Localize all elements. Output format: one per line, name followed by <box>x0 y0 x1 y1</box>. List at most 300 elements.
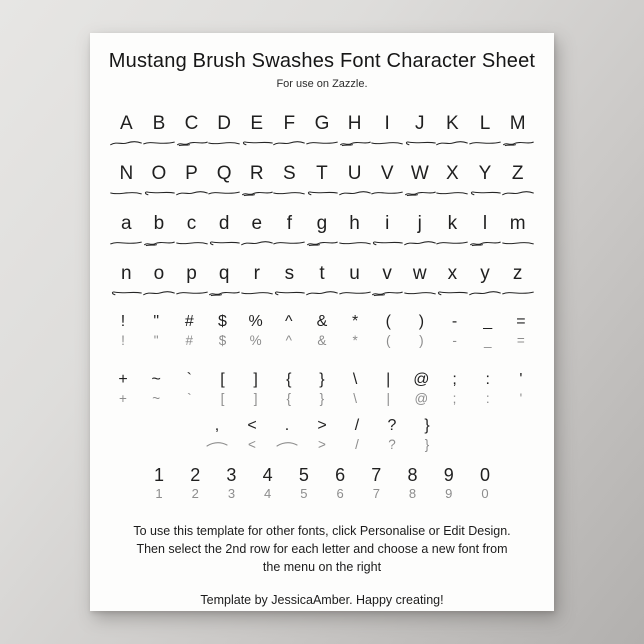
reference-glyph: X <box>446 163 459 184</box>
reference-glyph: p <box>186 263 197 284</box>
brush-font-glyph: ( <box>386 333 391 348</box>
reference-glyph: < <box>247 417 257 434</box>
glyph-cell <box>338 112 371 150</box>
reference-glyph: } <box>424 417 430 434</box>
glyph-cell <box>403 262 436 300</box>
glyph-cell <box>273 262 306 300</box>
swash-stroke-icon <box>142 286 176 300</box>
swash-stroke-icon <box>370 286 404 300</box>
reference-glyph: 5 <box>298 465 309 485</box>
glyph-cell <box>243 312 269 350</box>
glyph-cell <box>501 112 534 150</box>
reference-glyph: G <box>314 113 330 134</box>
swash-stroke-icon <box>109 286 143 300</box>
reference-glyph: * <box>351 313 359 330</box>
brush-font-glyph: ^ <box>285 333 292 348</box>
glyph-cell <box>306 212 339 250</box>
swash-stroke-icon <box>207 286 241 300</box>
swash-stroke-icon <box>109 136 143 150</box>
brush-font-glyph: + <box>119 391 127 406</box>
swash-stroke-icon <box>142 236 176 250</box>
swash-stroke-icon <box>305 136 339 150</box>
swash-stroke-icon <box>240 136 274 150</box>
reference-glyph: # <box>184 313 194 330</box>
brush-font-glyph: | <box>386 391 390 406</box>
swash-stroke-icon <box>205 436 229 450</box>
brush-font-glyph: _ <box>483 333 492 348</box>
glyph-cell <box>363 464 389 502</box>
instruction-line: To use this template for other fonts, click Personalise or Edit Design. <box>133 524 511 538</box>
glyph-cell <box>475 370 501 408</box>
reference-glyph: B <box>152 113 166 134</box>
glyph-cell <box>442 312 468 350</box>
brush-font-glyph: ! <box>121 333 125 348</box>
glyph-cell <box>175 112 208 150</box>
glyph-row-5 <box>110 312 534 350</box>
brush-font-glyph: ] <box>253 391 258 406</box>
glyph-cell <box>309 370 335 408</box>
brush-font-glyph: 4 <box>264 486 272 501</box>
swash-stroke-icon <box>142 186 176 200</box>
glyph-cell <box>371 262 404 300</box>
swash-stroke-icon <box>142 136 176 150</box>
glyph-row-2 <box>110 162 534 200</box>
brush-font-glyph: 1 <box>155 486 163 501</box>
swash-stroke-icon <box>338 186 372 200</box>
reference-glyph: C <box>184 113 199 134</box>
reference-glyph: 9 <box>443 465 454 485</box>
glyph-cell <box>475 312 501 350</box>
glyph-cell <box>176 370 202 408</box>
glyph-cell <box>176 312 202 350</box>
glyph-cell <box>306 112 339 150</box>
reference-glyph: & <box>316 313 328 330</box>
swash-stroke-icon <box>468 286 502 300</box>
swash-stroke-icon <box>338 136 372 150</box>
poster-subtitle: For use on Zazzle. <box>276 78 368 90</box>
reference-glyph: S <box>283 163 296 184</box>
reference-glyph: g <box>316 213 328 234</box>
reference-glyph: 1 <box>153 465 164 485</box>
swash-stroke-icon <box>370 236 404 250</box>
glyph-cell <box>143 162 176 200</box>
brush-font-glyph: ) <box>419 333 424 348</box>
reference-glyph: } <box>319 371 325 388</box>
brush-font-glyph: [ <box>220 391 225 406</box>
reference-glyph: l <box>482 213 488 234</box>
glyph-cell <box>306 162 339 200</box>
reference-glyph: Y <box>478 163 492 184</box>
glyph-cell <box>175 212 208 250</box>
reference-glyph: 4 <box>262 465 273 485</box>
glyph-cell <box>344 416 370 454</box>
glyph-cell <box>400 464 426 502</box>
reference-glyph: + <box>118 371 128 388</box>
reference-glyph: v <box>382 263 392 284</box>
brush-font-glyph: 9 <box>445 486 453 501</box>
swash-stroke-icon <box>272 136 306 150</box>
glyph-row-6 <box>110 370 534 408</box>
brush-font-glyph: - <box>452 333 457 348</box>
glyph-cell <box>375 312 401 350</box>
reference-glyph: _ <box>483 313 493 330</box>
glyph-cell <box>209 312 235 350</box>
reference-glyph: t <box>319 263 325 284</box>
reference-glyph: W <box>410 163 429 184</box>
brush-font-glyph: / <box>355 437 359 452</box>
reference-glyph: z <box>512 263 523 284</box>
reference-glyph: b <box>153 213 165 234</box>
glyph-cell <box>273 162 306 200</box>
reference-glyph: > <box>317 417 327 434</box>
reference-glyph: D <box>217 113 231 134</box>
swash-stroke-icon <box>207 236 241 250</box>
swash-stroke-icon <box>435 136 469 150</box>
reference-glyph: - <box>451 313 458 330</box>
glyph-cell <box>472 464 498 502</box>
reference-glyph: L <box>479 113 491 134</box>
glyph-cell <box>501 162 534 200</box>
swash-stroke-icon <box>370 186 404 200</box>
reference-glyph: { <box>286 371 292 388</box>
swash-stroke-icon <box>370 136 404 150</box>
brush-font-glyph: } <box>319 391 325 406</box>
reference-glyph: P <box>185 163 198 184</box>
glyph-cell <box>273 212 306 250</box>
reference-glyph: O <box>151 163 167 184</box>
glyph-cell <box>309 416 335 454</box>
reference-glyph: = <box>516 313 526 330</box>
swash-stroke-icon <box>207 186 241 200</box>
glyph-cell <box>414 416 440 454</box>
reference-glyph: % <box>248 313 263 330</box>
swash-stroke-icon <box>468 236 502 250</box>
brush-font-glyph: ? <box>388 437 396 452</box>
reference-glyph: E <box>250 113 264 134</box>
glyph-cell <box>371 112 404 150</box>
reference-glyph: M <box>509 113 526 134</box>
glyph-row-8 <box>146 464 498 502</box>
swash-stroke-icon <box>272 186 306 200</box>
brush-font-glyph: 5 <box>300 486 308 501</box>
reference-glyph: ; <box>452 371 457 388</box>
glyph-cell <box>208 212 241 250</box>
glyph-cell <box>110 212 143 250</box>
swash-stroke-icon <box>109 186 143 200</box>
brush-font-glyph: > <box>318 437 326 452</box>
reference-glyph: \ <box>352 371 358 388</box>
glyph-cell <box>291 464 317 502</box>
glyph-cell <box>110 162 143 200</box>
usage-instructions <box>133 522 510 576</box>
glyph-cell <box>436 262 469 300</box>
instruction-line: the menu on the right <box>262 560 382 574</box>
glyph-cell <box>143 212 176 250</box>
glyph-row-7 <box>204 416 440 454</box>
glyph-cell <box>204 416 230 454</box>
swash-stroke-icon <box>240 186 274 200</box>
swash-stroke-icon <box>501 286 535 300</box>
reference-glyph: 6 <box>335 465 346 485</box>
reference-glyph: . <box>284 417 290 434</box>
reference-glyph: w <box>412 263 427 284</box>
reference-glyph: ` <box>186 371 192 388</box>
reference-glyph: J <box>415 113 425 134</box>
reference-glyph: @ <box>413 371 430 388</box>
glyph-cell <box>469 262 502 300</box>
swash-stroke-icon <box>501 236 535 250</box>
reference-glyph: h <box>349 213 360 234</box>
swash-stroke-icon <box>403 286 437 300</box>
reference-glyph: u <box>349 263 360 284</box>
swash-stroke-icon <box>305 286 339 300</box>
reference-glyph: f <box>286 213 292 234</box>
reference-glyph: U <box>347 163 362 184</box>
glyph-grid <box>110 112 534 502</box>
brush-font-glyph: \ <box>353 391 357 406</box>
glyph-cell <box>436 162 469 200</box>
swash-stroke-icon <box>109 236 143 250</box>
glyph-cell <box>469 162 502 200</box>
reference-glyph: e <box>251 213 263 234</box>
reference-glyph: m <box>509 213 526 234</box>
glyph-row-1 <box>110 112 534 150</box>
reference-glyph: ] <box>253 371 258 388</box>
brush-font-glyph: ~ <box>152 391 161 406</box>
reference-glyph: I <box>384 113 390 134</box>
glyph-cell <box>274 416 300 454</box>
glyph-cell <box>403 212 436 250</box>
glyph-cell <box>408 370 434 408</box>
glyph-cell <box>469 112 502 150</box>
glyph-cell <box>309 312 335 350</box>
glyph-cell <box>276 312 302 350</box>
swash-stroke-icon <box>403 186 437 200</box>
glyph-cell <box>306 262 339 300</box>
swash-stroke-icon <box>305 236 339 250</box>
reference-glyph: K <box>446 113 459 134</box>
reference-glyph: y <box>480 263 490 284</box>
reference-glyph: V <box>380 163 394 184</box>
glyph-cell <box>239 416 265 454</box>
glyph-cell <box>371 162 404 200</box>
instruction-line: Then select the 2nd row for each letter and choose a new font from <box>136 542 508 556</box>
glyph-cell <box>338 212 371 250</box>
glyph-cell <box>182 464 208 502</box>
brush-font-glyph: " <box>153 333 159 348</box>
glyph-cell <box>338 162 371 200</box>
glyph-cell <box>110 112 143 150</box>
reference-glyph: [ <box>220 371 225 388</box>
glyph-cell <box>110 370 136 408</box>
glyph-cell <box>240 112 273 150</box>
reference-glyph: 7 <box>371 465 382 485</box>
reference-glyph: c <box>186 213 197 234</box>
swash-stroke-icon <box>275 436 299 450</box>
swash-stroke-icon <box>175 136 209 150</box>
swash-stroke-icon <box>175 236 209 250</box>
swash-stroke-icon <box>501 136 535 150</box>
swash-stroke-icon <box>272 236 306 250</box>
reference-glyph: d <box>218 213 230 234</box>
glyph-cell <box>338 262 371 300</box>
reference-glyph: o <box>153 263 165 284</box>
swash-stroke-icon <box>501 186 535 200</box>
brush-font-glyph: ; <box>452 391 457 406</box>
reference-glyph: T <box>316 163 328 184</box>
glyph-cell <box>403 162 436 200</box>
reference-glyph: , <box>214 417 220 434</box>
glyph-cell <box>371 212 404 250</box>
glyph-cell <box>218 464 244 502</box>
brush-font-glyph: # <box>185 333 194 348</box>
reference-glyph: $ <box>218 313 227 330</box>
brush-font-glyph: 0 <box>481 486 489 501</box>
brush-font-glyph: ` <box>187 391 192 406</box>
glyph-cell <box>379 416 405 454</box>
swash-stroke-icon <box>305 186 339 200</box>
swash-stroke-icon <box>240 286 274 300</box>
swash-stroke-icon <box>435 186 469 200</box>
swash-stroke-icon <box>207 136 241 150</box>
brush-font-glyph: % <box>249 333 262 348</box>
swash-stroke-icon <box>435 286 469 300</box>
glyph-cell <box>240 262 273 300</box>
glyph-cell <box>276 370 302 408</box>
glyph-cell <box>143 312 169 350</box>
glyph-cell <box>146 464 172 502</box>
glyph-cell <box>143 112 176 150</box>
swash-stroke-icon <box>435 236 469 250</box>
glyph-cell <box>240 212 273 250</box>
reference-glyph: N <box>119 163 134 184</box>
template-credit: Template by JessicaAmber. Happy creating! <box>200 593 444 607</box>
glyph-cell <box>327 464 353 502</box>
swash-stroke-icon <box>403 136 437 150</box>
brush-font-glyph: @ <box>414 391 429 406</box>
reference-glyph: : <box>485 371 490 388</box>
glyph-cell <box>208 112 241 150</box>
reference-glyph: n <box>121 263 132 284</box>
reference-glyph: ) <box>418 313 425 330</box>
reference-glyph: ? <box>387 417 397 434</box>
reference-glyph: i <box>385 213 390 234</box>
reference-glyph: 8 <box>407 465 418 485</box>
brush-font-glyph: & <box>317 333 327 348</box>
glyph-cell <box>436 212 469 250</box>
glyph-cell <box>243 370 269 408</box>
reference-glyph: Z <box>511 163 524 184</box>
poster-title: Mustang Brush Swashes Font Character Sheet <box>108 50 536 72</box>
glyph-cell <box>403 112 436 150</box>
glyph-cell <box>175 162 208 200</box>
brush-font-glyph: 8 <box>408 486 417 501</box>
reference-glyph: k <box>447 213 458 234</box>
brush-font-glyph: { <box>286 391 292 406</box>
brush-font-glyph: = <box>516 333 525 348</box>
reference-glyph: j <box>417 213 422 234</box>
glyph-cell <box>469 212 502 250</box>
glyph-cell <box>208 262 241 300</box>
glyph-cell <box>342 312 368 350</box>
swash-stroke-icon <box>175 286 209 300</box>
reference-glyph: " <box>153 313 159 330</box>
reference-glyph: Q <box>216 163 232 184</box>
brush-font-glyph: } <box>424 437 430 452</box>
glyph-cell <box>375 370 401 408</box>
glyph-cell <box>143 262 176 300</box>
glyph-cell <box>436 464 462 502</box>
reference-glyph: ' <box>519 371 523 388</box>
glyph-cell <box>501 212 534 250</box>
reference-glyph: ~ <box>151 371 161 388</box>
reference-glyph: 0 <box>479 465 490 485</box>
reference-glyph: H <box>347 113 362 134</box>
brush-font-glyph: < <box>248 437 256 452</box>
reference-glyph: ! <box>120 313 126 330</box>
glyph-cell <box>442 370 468 408</box>
glyph-cell <box>240 162 273 200</box>
glyph-cell <box>408 312 434 350</box>
reference-glyph: | <box>386 371 391 388</box>
brush-font-glyph: 2 <box>191 486 199 501</box>
brush-font-glyph: 6 <box>336 486 344 501</box>
swash-stroke-icon <box>468 136 502 150</box>
brush-font-glyph: 7 <box>372 486 380 501</box>
reference-glyph: x <box>447 263 458 284</box>
brush-font-glyph: * <box>352 333 358 348</box>
reference-glyph: q <box>218 263 230 284</box>
reference-glyph: r <box>253 263 260 284</box>
glyph-cell <box>209 370 235 408</box>
reference-glyph: R <box>249 163 264 184</box>
brush-font-glyph: ' <box>519 391 523 406</box>
reference-glyph: / <box>354 417 360 434</box>
glyph-row-3 <box>110 212 534 250</box>
swash-stroke-icon <box>338 236 372 250</box>
glyph-row-4 <box>110 262 534 300</box>
glyph-cell <box>110 262 143 300</box>
glyph-cell <box>436 112 469 150</box>
glyph-cell <box>143 370 169 408</box>
glyph-cell <box>508 312 534 350</box>
brush-font-glyph: 3 <box>227 486 236 501</box>
glyph-cell <box>508 370 534 408</box>
reference-glyph: ^ <box>285 313 293 330</box>
brush-font-glyph: : <box>485 391 490 406</box>
reference-glyph: 2 <box>190 465 201 485</box>
swash-stroke-icon <box>403 236 437 250</box>
glyph-cell <box>255 464 281 502</box>
swash-stroke-icon <box>338 286 372 300</box>
glyph-cell <box>175 262 208 300</box>
swash-stroke-icon <box>175 186 209 200</box>
glyph-cell <box>273 112 306 150</box>
reference-glyph: 3 <box>226 465 237 485</box>
glyph-cell <box>342 370 368 408</box>
font-character-sheet-poster <box>90 33 554 611</box>
reference-glyph: a <box>121 213 132 234</box>
swash-stroke-icon <box>272 286 306 300</box>
glyph-cell <box>110 312 136 350</box>
brush-font-glyph: $ <box>218 333 227 348</box>
swash-stroke-icon <box>240 236 274 250</box>
glyph-cell <box>501 262 534 300</box>
reference-glyph: A <box>119 113 133 134</box>
reference-glyph: s <box>284 263 295 284</box>
swash-stroke-icon <box>468 186 502 200</box>
reference-glyph: F <box>283 113 296 134</box>
